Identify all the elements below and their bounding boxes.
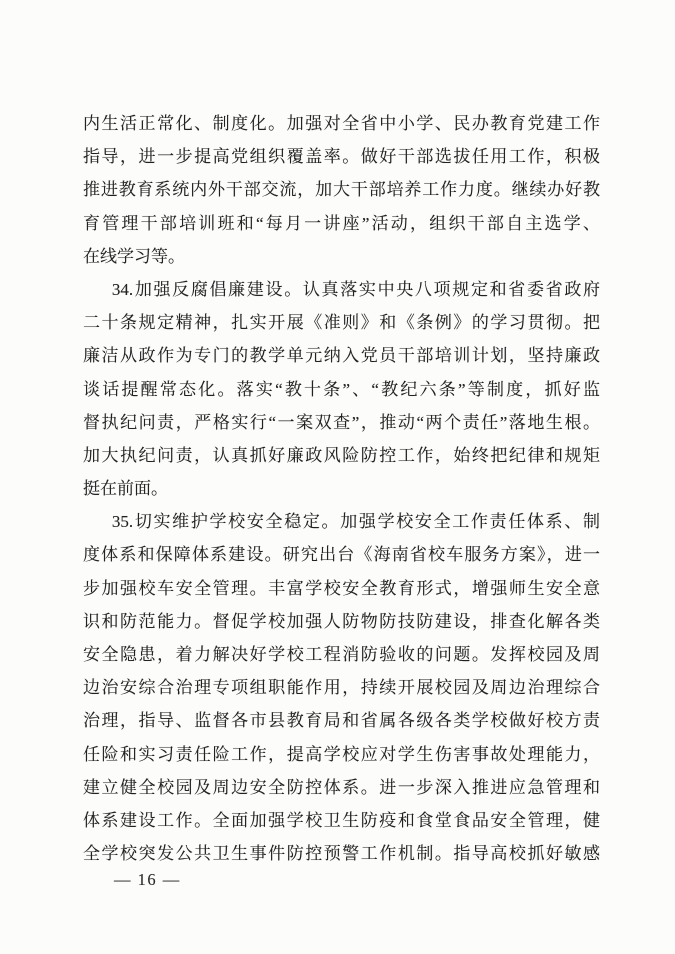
text-line: 全学校突发公共卫生事件防控预警工作机制。指导高校抓好敏感 bbox=[83, 844, 600, 864]
text-line: 内生活正常化、制度化。加强对全省中小学、民办教育党建工作 bbox=[83, 114, 600, 133]
text-line: 治理，指导、监督各市县教育局和省属各级各类学校做好校方责 bbox=[83, 711, 600, 731]
text-line: 边治安综合治理专项组职能作用，持续开展校园及周边治理综合 bbox=[83, 678, 600, 698]
text-line: 督执纪问责，严格实行“一案双查”，推动“两个责任”落地生根。 bbox=[83, 412, 600, 432]
document-body bbox=[83, 107, 600, 870]
text-line: 二十条规定精神，扎实开展《准则》和《条例》的学习贯彻。把 bbox=[83, 313, 600, 333]
paragraph-continuation bbox=[83, 107, 600, 273]
text-line: 育管理干部培训班和“每月一讲座”活动，组织干部自主选学、 bbox=[83, 213, 600, 233]
text-line: 识和防范能力。督促学校加强人防物防技防建设，排查化解各类 bbox=[83, 611, 600, 631]
paragraph-item-34 bbox=[83, 273, 600, 505]
text-line: 安全隐患，着力解决好学校工程消防验收的问题。发挥校园及周 bbox=[83, 645, 600, 664]
text-line: 加大执纪问责，认真抓好廉政风险防控工作，始终把纪律和规矩 bbox=[83, 445, 600, 465]
text-line: 任险和实习责任险工作，提高学校应对学生伤害事故处理能力， bbox=[83, 744, 600, 764]
text-line: 谈话提醒常态化。落实“教十条”、“教纪六条”等制度，抓好监 bbox=[83, 379, 600, 399]
text-line: 体系建设工作。全面加强学校卫生防疫和食堂食品安全管理，健 bbox=[83, 810, 600, 830]
text-line: 35.切实维护学校安全稳定。加强学校安全工作责任体系、制 bbox=[111, 512, 600, 532]
text-line: 指导，进一步提高党组织覆盖率。做好干部选拔任用工作，积极 bbox=[83, 147, 600, 167]
text-line: 廉洁从政作为专门的教学单元纳入党员干部培训计划，坚持廉政 bbox=[83, 346, 600, 366]
page-number: — 16 — bbox=[114, 870, 181, 889]
text-line: 建立健全校园及周边安全防控体系。进一步深入推进应急管理和 bbox=[83, 777, 600, 797]
text-line: 度体系和保障体系建设。研究出台《海南省校车服务方案》，进一 bbox=[83, 545, 600, 565]
text-line: 挺在前面。 bbox=[83, 479, 168, 499]
paragraph-item-35 bbox=[83, 505, 600, 870]
text-line: 34.加强反腐倡廉建设。认真落实中央八项规定和省委省政府 bbox=[111, 279, 600, 299]
text-line: 推进教育系统内外干部交流，加大干部培养工作力度。继续办好教 bbox=[83, 180, 600, 200]
text-line: 步加强校车安全管理。丰富学校安全教育形式，增强师生安全意 bbox=[83, 578, 600, 598]
text-line: 在线学习等。 bbox=[83, 246, 185, 266]
